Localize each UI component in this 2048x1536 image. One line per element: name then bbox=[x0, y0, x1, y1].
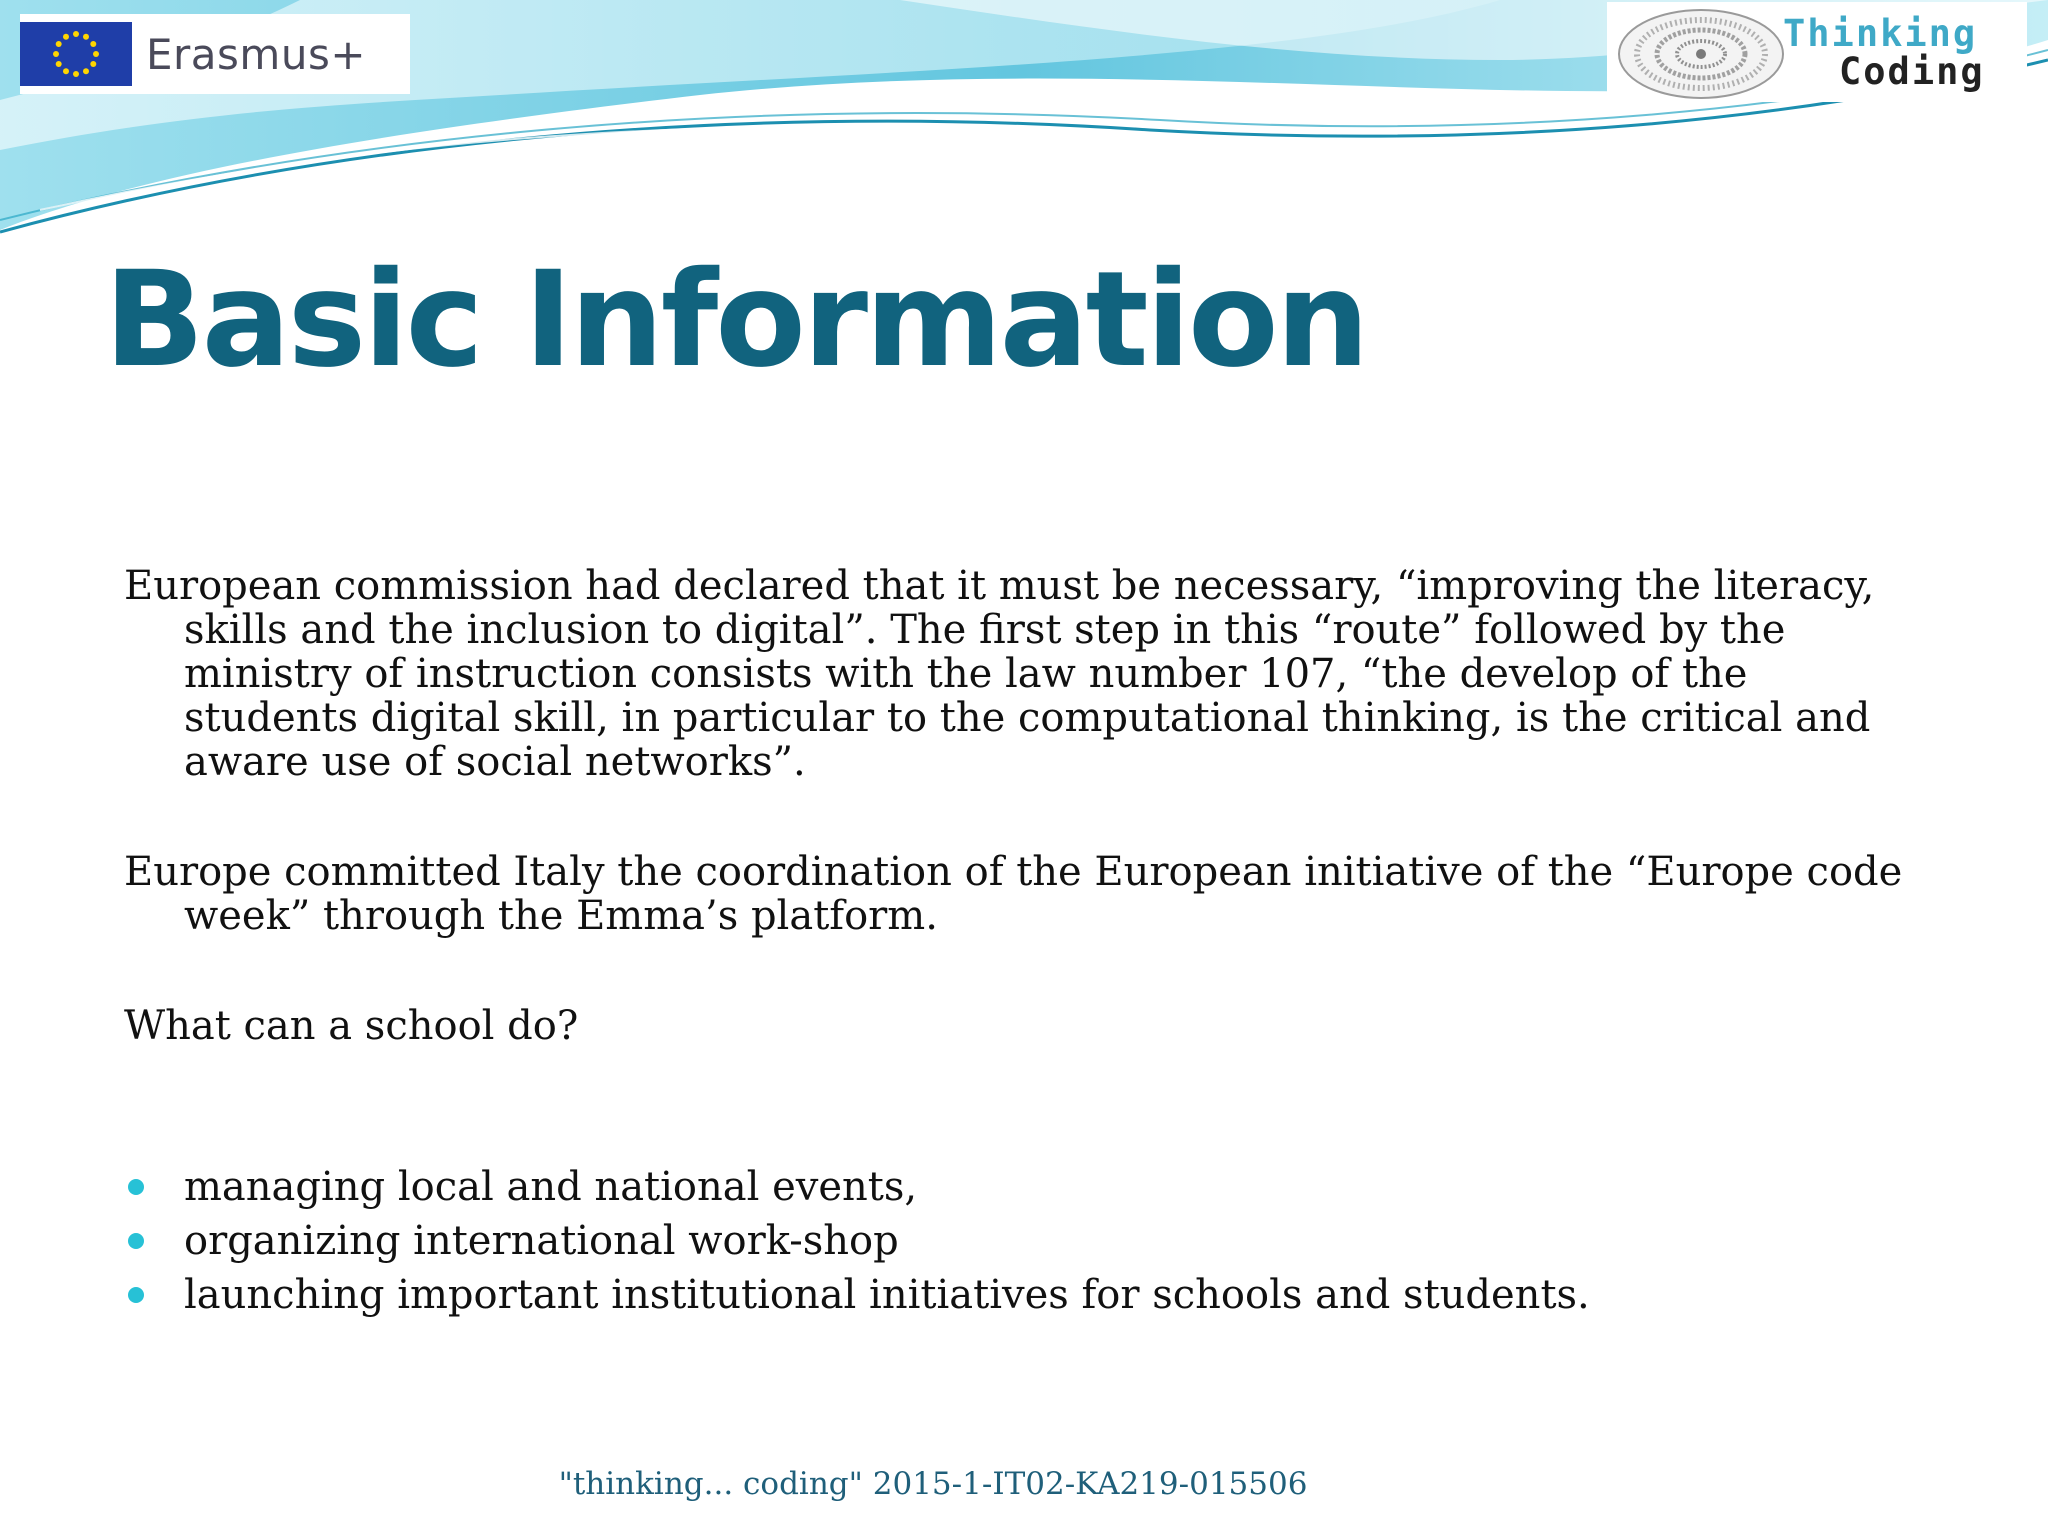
bullet-list bbox=[124, 1160, 1934, 1322]
bullet-dot-icon bbox=[128, 1287, 144, 1303]
list-item bbox=[124, 1268, 1934, 1322]
list-item bbox=[124, 1160, 1934, 1214]
list-item-text: launching important institutional initiatives for schools and students. bbox=[184, 1272, 1590, 1318]
bullet-dot-icon bbox=[128, 1233, 144, 1249]
list-item bbox=[124, 1214, 1934, 1268]
eu-flag-icon bbox=[20, 22, 132, 86]
thinking-coding-logo bbox=[1607, 2, 2027, 102]
paragraph-europe-code-week: Europe committed Italy the coordination of the European initiative of the “Europe code week” through the Emma’s platform. bbox=[124, 849, 1903, 939]
paragraph-european-commission: European commission had declared that it must be necessary, “improving the literacy, skills and the inclusion to digital”. The first step in this “route” followed by the ministry of instruction consists with the law number 107, “the develop of the students digital skill, in particular to the computational thinking, is the critical and aware use of social networks”. bbox=[124, 563, 1875, 785]
footer-project-code: "thinking... coding" 2015-1-IT02-KA219-015506 bbox=[558, 1466, 1308, 1502]
paragraph-question: What can a school do? bbox=[124, 1003, 579, 1049]
logo-text-thinking: Thinking bbox=[1783, 12, 1978, 55]
erasmus-logo-text: Erasmus+ bbox=[146, 29, 367, 79]
erasmus-logo bbox=[20, 14, 410, 94]
list-item-text: managing local and national events, bbox=[184, 1164, 918, 1210]
slide-body bbox=[124, 564, 1934, 1322]
bullet-dot-icon bbox=[128, 1179, 144, 1195]
project-seal-icon bbox=[1615, 6, 1787, 102]
logo-text-coding: Coding bbox=[1839, 50, 1985, 93]
list-item-text: organizing international work-shop bbox=[184, 1218, 899, 1264]
page-title: Basic Information bbox=[104, 243, 1367, 397]
